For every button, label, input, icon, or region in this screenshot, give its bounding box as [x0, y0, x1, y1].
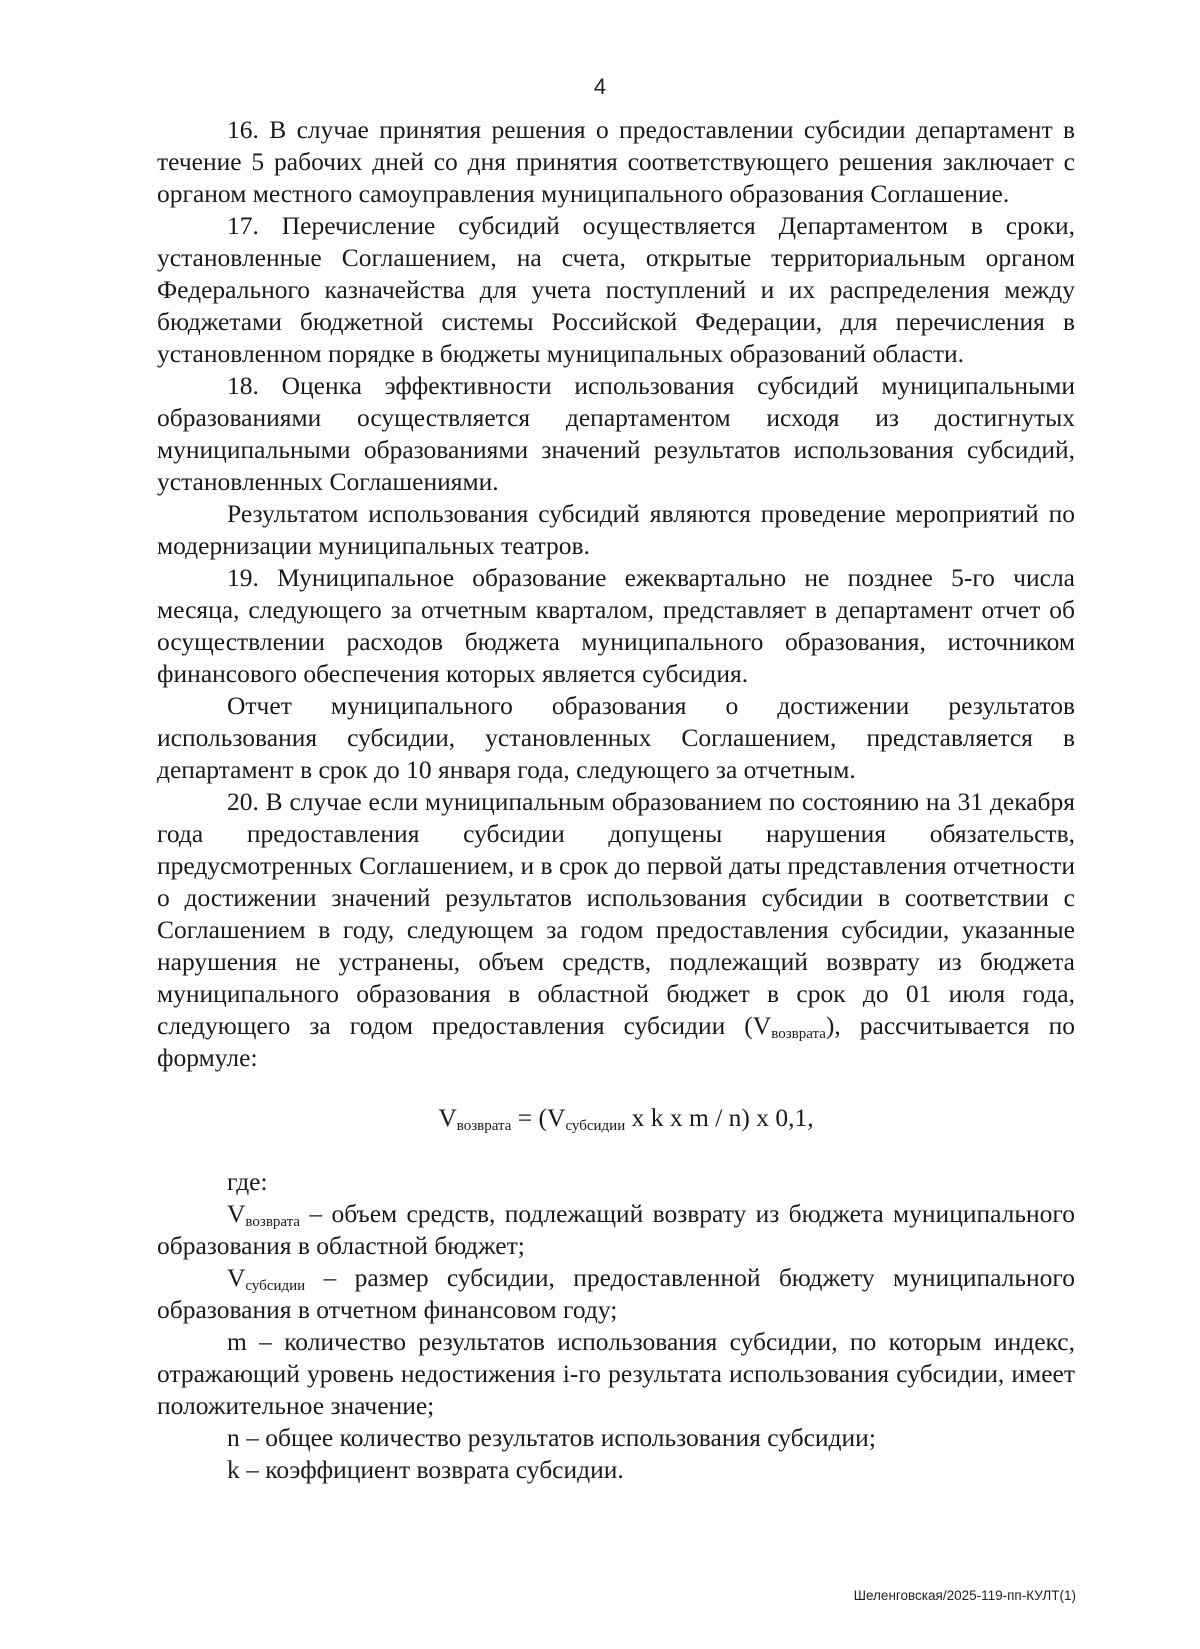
- paragraph-19: 19. Муниципальное образование ежеквартально не позднее 5-го числа месяца, следующего за отчетным кварталом, представляет в департамент отчет об осуществлении расходов бюджета муниципального образования, источником финансового обеспечения которых является субсидия.: [157, 563, 1075, 688]
- formula-mid: = (V: [511, 1103, 566, 1132]
- definition-text: – коэффициент возврата субсидии.: [239, 1455, 624, 1484]
- definition-symbol: V: [227, 1263, 246, 1292]
- definition-text: – общее количество результатов использования субсидии;: [239, 1423, 876, 1452]
- definition-subscript: возврата: [245, 1214, 301, 1230]
- definition-v-subsidii: [157, 1262, 1075, 1326]
- definition-subscript: субсидии: [245, 1278, 306, 1294]
- definition-text: – объем средств, подлежащий возврату из бюджета муниципального образования в областной бюджет;: [157, 1199, 1075, 1260]
- paragraph-19-report: Отчет муниципального образования о достижении результатов использования субсидии, установленных Соглашением, представляется в департамент в срок до 10 января года, следующего за отчетным.: [157, 691, 1075, 784]
- paragraph-20-subscript: возврата: [771, 1026, 826, 1042]
- paragraph-17: 17. Перечисление субсидий осуществляется Департаментом в сроки, установленные Соглашением, на счета, открытые территориальным органом Федерального казначейства для учета поступлений и их распределения между бюджетами бюджетной системы Российской Федерации, для перечисления в установленном порядке в бюджеты муниципальных образований области.: [157, 211, 1075, 368]
- page-number: 4: [593, 74, 607, 99]
- definition-n: [157, 1422, 1075, 1454]
- where-label: где:: [227, 1167, 268, 1196]
- definition-symbol: V: [227, 1199, 246, 1228]
- paragraph-18-result: Результатом использования субсидий являются проведение мероприятий по модернизации муниципальных театров.: [157, 499, 1075, 560]
- definition-k: [157, 1454, 1075, 1486]
- definition-symbol: k: [227, 1455, 240, 1484]
- definition-text: – размер субсидии, предоставленной бюджету муниципального образования в отчетном финансовом году;: [157, 1263, 1075, 1324]
- definition-text: – количество результатов использования субсидии, по которым индекс, отражающий уровень недостижения i-го результата использования субсидии, имеет положительное значение;: [157, 1327, 1075, 1420]
- definition-m: [157, 1326, 1075, 1422]
- document-footer-reference: Шеленговская/2025-119-пп-КУЛТ(1): [853, 1588, 1076, 1603]
- paragraph-16: 16. В случае принятия решения о предоставлении субсидии департамент в течение 5 рабочих дней со дня принятия соответствующего решения заключает с органом местного самоуправления муниципального образования Соглашение.: [157, 115, 1075, 208]
- formula-rest: x k x m / n) x 0,1,: [625, 1103, 814, 1132]
- definition-symbol: n: [227, 1423, 240, 1452]
- return-formula: [157, 1102, 1075, 1134]
- document-body: [157, 114, 1075, 1486]
- formula-sub-vozvrata: возврата: [456, 1118, 512, 1134]
- paragraph-20: [157, 786, 1075, 1074]
- paragraph-20-tail: ), рассчитывается по формуле:: [157, 1011, 1075, 1072]
- formula-v1: V: [438, 1103, 457, 1132]
- definition-v-vozvrata: [157, 1198, 1075, 1262]
- paragraph-20-text: 20. В случае если муниципальным образованием по состоянию на 31 декабря года предоставления субсидии допущены нарушения обязательств, предусмотренных Соглашением, и в срок до первой даты представления отчетности о достижении значений результатов использования субсидии в соответствии с Соглашением в году, следующем за годом предоставления субсидии, указанные нарушения не устранены, объем средств, подлежащий возврату из бюджета муниципального образования в областной бюджет в срок до 01 июля года, следующего за годом предоставления субсидии (V: [157, 787, 1075, 1040]
- paragraph-18: 18. Оценка эффективности использования субсидий муниципальными образованиями осуществляется департаментом исходя из достигнутых муниципальными образованиями значений результатов использования субсидий, установленных Соглашениями.: [157, 371, 1075, 496]
- formula-sub-subsidii: субсидии: [565, 1118, 626, 1134]
- definition-symbol: m: [227, 1327, 247, 1356]
